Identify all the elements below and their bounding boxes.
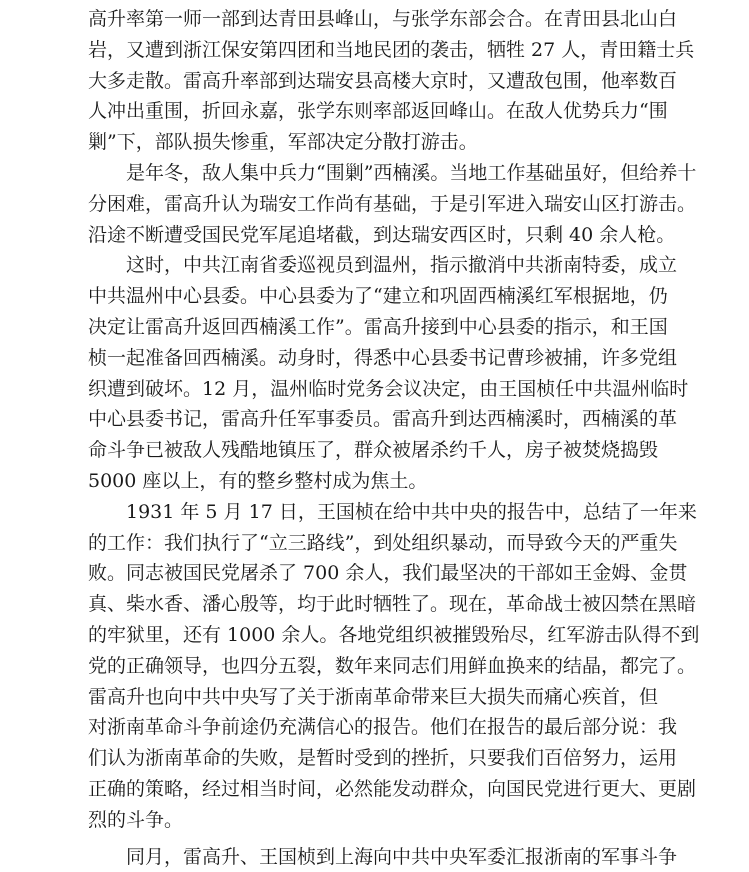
text-line: 人冲出重围，折回永嘉，张学东则率部返回峰山。在敌人优势兵力“围 [88,100,668,123]
document-page [88,4,700,872]
text-line: 雷高升也向中共中央写了关于浙南革命带来巨大损失而痛心疾首，但 [88,685,659,708]
text-line: 党的正确领导，也四分五裂，数年来同志们用鲜血换来的结晶，都完了。 [88,654,697,677]
text-line: 这时，中共江南省委巡视员到温州，指示撤消中共浙南特委，成立 [126,254,678,277]
text-line: 分困难，雷高升认为瑞安工作尚有基础，于是引军进入瑞安山区打游击。 [88,192,697,215]
paragraph [88,497,700,836]
text-line: 对浙南革命斗争前途仍充满信心的报告。他们在报告的最后部分说：我 [88,716,678,739]
text-line: 岩，又遭到浙江保安第四团和当地民团的袭击，牺牲 27 人，青田籍士兵 [88,38,695,61]
text-line: 的牢狱里，还有 1000 余人。各地党组织被摧毁殆尽，红军游击队得不到 [88,623,700,646]
text-line: 5000 座以上，有的整乡整村成为焦土。 [88,469,428,492]
paragraph [88,4,695,158]
text-line: 是年冬，敌人集中兵力“围剿”西楠溪。当地工作基础虽好，但给养十 [126,161,697,184]
text-line: 真、柴水香、潘心殷等，均于此时牺牲了。现在，革命战士被囚禁在黑暗 [88,593,697,616]
text-line: 桢一起准备回西楠溪。动身时，得悉中心县委书记曹珍被捕，许多党组 [88,346,678,369]
text-line: 沿途不断遭受国民党军尾追堵截，到达瑞安西区时，只剩 40 余人枪。 [88,223,676,246]
text-line: 败。同志被国民党屠杀了 700 余人，我们最坚决的干部如王金姆、金贯 [88,562,688,585]
text-line: 织遭到破坏。12 月，温州临时党务会议决定，由王国桢任中共温州临时 [88,377,689,400]
text-line: 大多走散。雷高升率部到达瑞安县高楼大京时，又遭敌包围，他率数百 [88,69,678,92]
text-line: 高升率第一师一部到达青田县峰山，与张学东部会合。在青田县北山白 [88,8,678,30]
text-line: 命斗争已被敌人残酷地镇压了，群众被屠杀约千人，房子被焚烧捣毁 [88,439,659,462]
paragraph [88,158,697,250]
text-line: 中共温州中心县委。中心县委为了“建立和巩固西楠溪红军根据地，仍 [88,285,668,308]
text-line: 决定让雷高升返回西楠溪工作”。雷高升接到中心县委的指示，和王国 [88,315,668,338]
text-line: 们认为浙南革命的失败，是暂时受到的挫折，只要我们百倍努力，运用 [88,747,678,770]
text-line: 剿”下，部队损失惨重，军部决定分散打游击。 [88,131,478,154]
text-line: 烈的斗争。 [88,808,184,831]
text-line: 的工作：我们执行了“立三路线”，到处组织暴动，而导致今天的严重失 [88,531,678,554]
text-line: 中心县委书记，雷高升任军事委员。雷高升到达西楠溪时，西楠溪的革 [88,408,678,431]
paragraph [88,250,689,496]
text-line: 同月，雷高升、王国桢到上海向中共中央军委汇报浙南的军事斗争 [126,845,678,868]
paragraph [88,842,678,872]
text-line: 1931 年 5 月 17 日，王国桢在给中共中央的报告中，总结了一年来 [126,500,697,523]
text-line: 正确的策略，经过相当时间，必然能发动群众，向国民党进行更大、更剧 [88,777,697,800]
